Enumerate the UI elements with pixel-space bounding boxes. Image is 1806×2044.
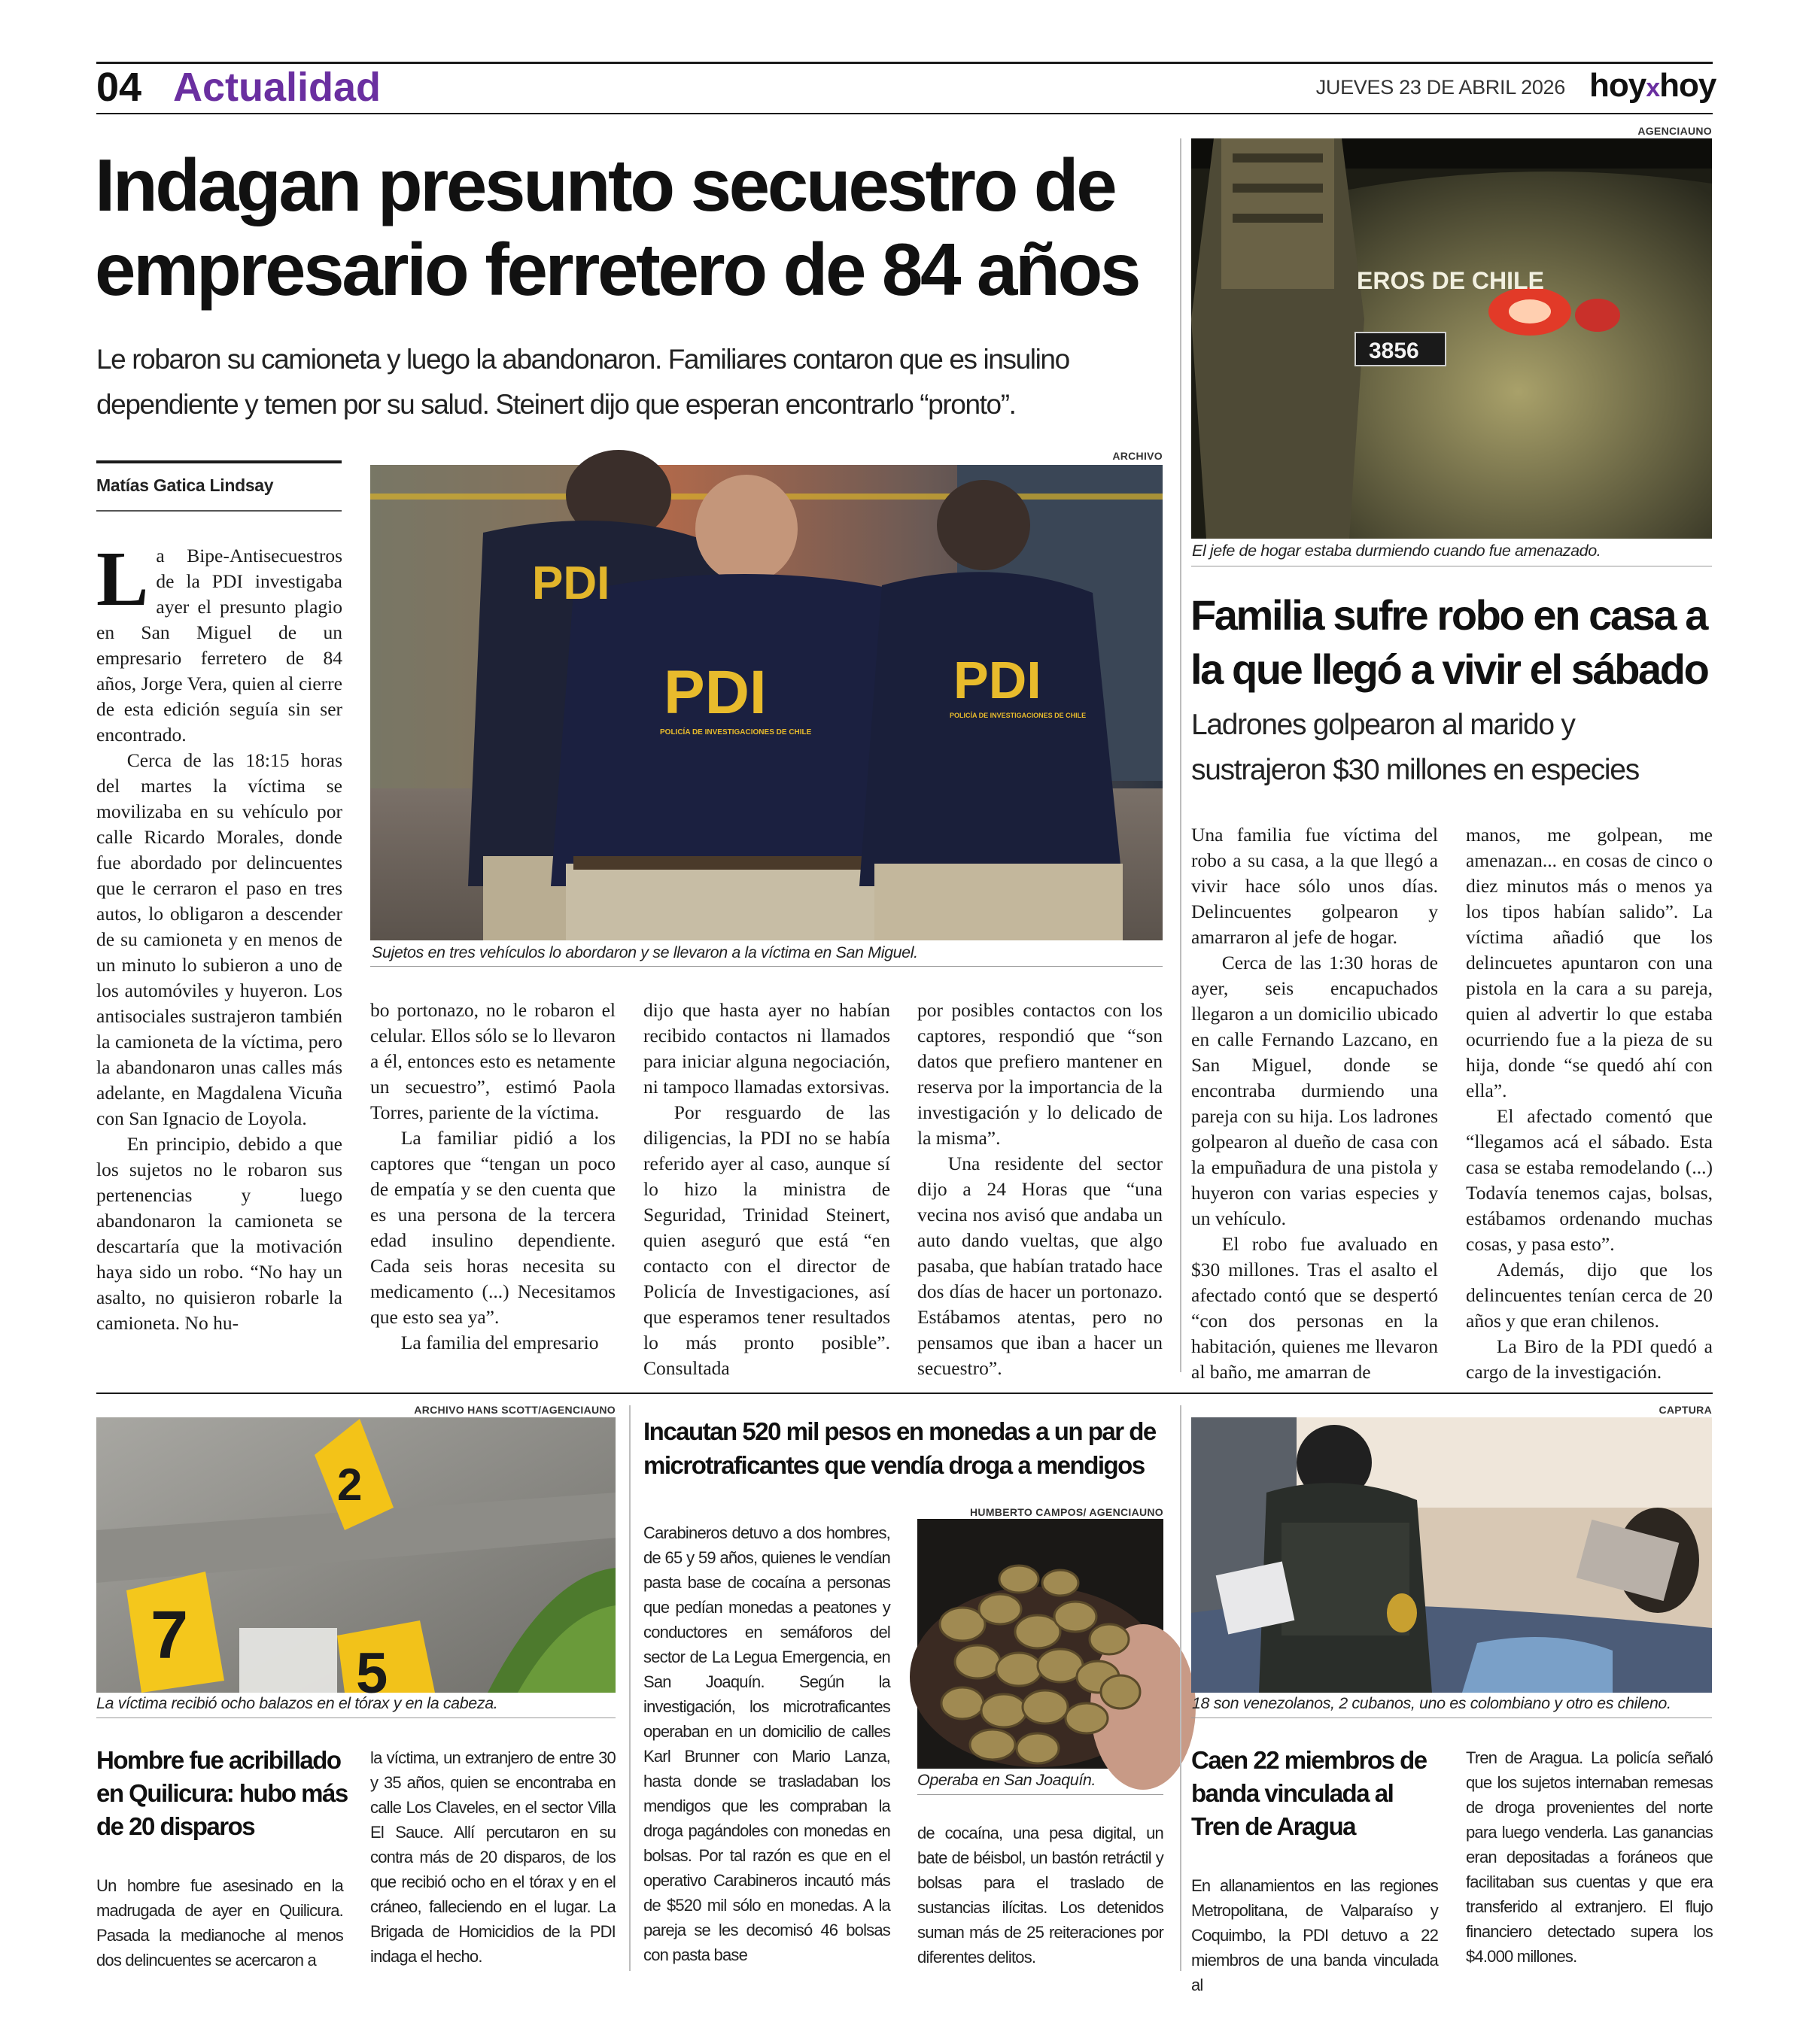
- main-col2-p2: La familiar pidió a los captores que “tengan un poco de empatía y se den cuenta que es una persona de la tercera edad insulino dependiente. Cada seis horas necesita su medicamento (...) Necesitamos que esto sea ya”.: [370, 1127, 616, 1328]
- marker-5-label: 5: [356, 1642, 388, 1705]
- main-col1-p2: Cerca de las 18:15 horas del martes la víctima se movilizaba en su vehículo por calle Ricardo Morales, donde fue abordado por delincuentes que le cerraron el paso en tres autos, lo obligaron a descender de su camioneta y en menos de un minuto lo subieron a uno de los automóviles y huyeron. Los antisociales sustrajeron también la camioneta de la víctima, pero la abandonaron unas calles más adelante, en Magdalena Vicuña con San Ignacio de Loyola.: [96, 749, 342, 1129]
- side-body-col2: [1466, 822, 1713, 1383]
- main-deck: [96, 337, 1187, 427]
- brief-left-headline-line2: en Quilicura: hubo más: [96, 1779, 348, 1807]
- brief-right-body-col1: En allanamientos en las regiones Metropolitana, de Valparaíso y Coquimbo, la PDI detuvo a 22 miembros de una banda vinculada al: [1191, 1876, 1438, 1994]
- byline-top-rule: [96, 460, 342, 463]
- main-col2-p3: La familia del empresario: [400, 1332, 599, 1353]
- main-deck-line2: dependiente y temen por su salud. Steinert dijo que esperan encontrarlo “pronto”.: [96, 389, 1016, 420]
- main-body-col1: [96, 536, 342, 1377]
- side-col2-p2: El afectado comentó que “llegamos acá el sábado. Esta casa se estaba remodelando (...) Todavía tenemos cajas, bolsas, estábamos ordenando muchas cosas, y pasa esto”.: [1466, 1105, 1713, 1255]
- brief-left-headline-line1: Hombre fue acribillado: [96, 1746, 341, 1774]
- side-headline: [1190, 588, 1717, 697]
- vest-subtext-center: POLICÍA DE INVESTIGACIONES DE CHILE: [660, 728, 812, 737]
- brief-middle-caption: Operaba en San Joaquín.: [917, 1771, 1096, 1789]
- side-photo-credit: AGENCIAUNO: [1637, 125, 1712, 137]
- brief-left-headline-line3: de 20 disparos: [96, 1812, 255, 1840]
- main-caption-rule: [370, 966, 1163, 967]
- vest-text-right: PDI: [953, 651, 1041, 709]
- header-bottom-rule: [96, 113, 1713, 114]
- bottom-section-rule: [96, 1393, 1713, 1394]
- side-col2-p1: manos, me golpean, me amenazan... en cosas de cinco o diez minutos más o menos ya los tipos habían salido”. La víctima añadió que los delincuetes apuntaron con una pistola en la cara a su pareja, quien al advertir lo que estaba ocurriendo fue a la pieza de su hija, donde “se quedó ahí con ella”.: [1466, 824, 1713, 1101]
- main-body-col2: [370, 998, 616, 1374]
- car-lettering: EROS DE CHILE: [1357, 267, 1544, 294]
- marker-2-label: 2: [337, 1459, 363, 1510]
- brief-middle-headline: [643, 1414, 1170, 1482]
- page-number: 04: [96, 65, 142, 110]
- vest-text-center: PDI: [664, 658, 767, 727]
- brief-right-headline: [1191, 1744, 1447, 1843]
- main-headline: [95, 143, 1178, 311]
- brand-left: hoy: [1589, 67, 1646, 104]
- brief-left-headline: [96, 1744, 352, 1843]
- section-title: Actualidad: [173, 65, 382, 110]
- side-headline-line1: Familia sufre robo en casa a: [1190, 591, 1707, 639]
- main-body-col4: [917, 998, 1163, 1379]
- car-plate: 3856: [1369, 339, 1419, 363]
- main-photo: [370, 465, 1163, 940]
- byline: Matías Gatica Lindsay: [96, 475, 274, 495]
- byline-bottom-rule: [96, 510, 342, 512]
- brief-middle-photo-credit: HUMBERTO CAMPOS/ AGENCIAUNO: [970, 1506, 1163, 1518]
- side-deck-line2: sustrajeron $30 millones en especies: [1191, 754, 1639, 786]
- brief-left-caption: La víctima recibió ocho balazos en el tórax y en la cabeza.: [96, 1694, 498, 1712]
- main-col1-p3: En principio, debido a que los sujetos no le robaron sus pertenencias y luego abandonaron la camioneta se descartaría que la motivación haya sido un robo. “No hay un asalto, no quisieron robarle la camioneta. No hu-: [96, 1133, 342, 1334]
- brand-x: x: [1646, 74, 1660, 102]
- issue-date: JUEVES 23 DE ABRIL 2026: [1315, 76, 1565, 99]
- vest-text-left: PDI: [532, 557, 610, 609]
- side-deck-line1: Ladrones golpearon al marido y: [1191, 709, 1575, 741]
- main-deck-line1: Le robaron su camioneta y luego la abandonaron. Familiares contaron que es insulino: [96, 344, 1069, 375]
- brief-divider-1: [629, 1405, 631, 1971]
- brief-right-headline-line3: Tren de Aragua: [1191, 1812, 1356, 1840]
- brief-right-body-col2: Tren de Aragua. La policía señaló que los sujetos internaban remesas de droga provenientes del norte para luego venderla. Las ganancias eran depositadas a foráneos que facilitaban sus cuentas y que era transferido al extranjero. El flujo financiero detectado supera los $4.000 millones.: [1466, 1748, 1713, 1966]
- main-headline-line1: Indagan presunto secuestro de: [95, 144, 1115, 226]
- brand-logo: [1589, 65, 1716, 109]
- main-body-col3: [643, 998, 890, 1379]
- brief-right-caption: 18 son venezolanos, 2 cubanos, uno es colombiano y otro es chileno.: [1192, 1694, 1671, 1712]
- brief-left-body-col1: Un hombre fue asesinado en la madrugada de ayer en Quilicura. Pasada la medianoche al menos dos delincuentes se acercaron a: [96, 1876, 343, 1970]
- main-col2-p1: bo portonazo, no le robaron el celular. Ellos sólo se lo llevaron a él, entonces esto es netamente un secuestro”, estimó Paola Torres, pariente de la víctima.: [370, 999, 616, 1123]
- side-col1-p3: El robo fue avaluado en $30 millones. Tras el asalto el afectado contó que se despertó “con dos personas en la habitación, quienes me llevaron al baño, me amarran de: [1191, 1233, 1438, 1383]
- brief-middle-photo: [917, 1519, 1163, 1769]
- brief-middle-headline-line1: Incautan 520 mil pesos en monedas a un par de: [643, 1417, 1156, 1445]
- brief-middle-body-col1: Carabineros detuvo a dos hombres, de 65 y 59 años, quienes le vendían pasta base de cocaína a personas que pedían monedas a peatones y conductores en semáforos del sector de La Legua Emergencia, en San Joaquín. Según la investigación, los microtraficantes operaban en un domicilio de calles Karl Brunner con Mario Lanza, hasta donde se trasladaban los mendigos que les compraban la droga pagándoles con monedas en bolsas. Por tal razón es que en el operativo Carabineros incautó más de $520 mil sólo en monedas. A la pareja se les decomisó 46 bolsas con pasta base: [643, 1523, 890, 1964]
- side-photo-caption: El jefe de hogar estaba durmiendo cuando fue amenazado.: [1192, 542, 1601, 560]
- brief-right-photo-credit: CAPTURA: [1659, 1404, 1712, 1416]
- side-col2-p3: Además, dijo que los delincuentes tenían cerca de 20 años y que eran chilenos.: [1466, 1259, 1713, 1332]
- main-col3-p2: Por resguardo de las diligencias, la PDI no se había referido ayer al caso, aunque sí lo hizo la ministra de Seguridad, Trinidad Steinert, quien aseguró que está “en contacto con el director de Policía de Investigaciones, así que esperamos tener resultados lo más pronto posible”. Consultada: [643, 1101, 890, 1379]
- brief-left-photo-credit: ARCHIVO HANS SCOTT/AGENCIAUNO: [414, 1404, 616, 1416]
- main-col4-p2: Una residente del sector dijo a 24 Horas que “una vecina nos avisó que andaba un auto dando vueltas, que algo pasaba, que habían tratado hace dos días de hacer un portonazo. Estábamos atentas, pero no pensamos que iban a hacer un secuestro”.: [917, 1153, 1163, 1379]
- brief-divider-2: [1180, 1405, 1181, 1971]
- side-col1-p1: Una familia fue víctima del robo a su casa, a la que llegó a vivir hace sólo unos días. Delincuentes golpearon y amarraron al jefe de hogar.: [1191, 824, 1438, 948]
- side-headline-line2: la que llegó a vivir el sábado: [1190, 645, 1708, 693]
- main-col4-p1: por posibles contactos con los captores, respondió que “son datos que prefiero mantener en reserva por la importancia de la investigación y lo delicado de la misma”.: [917, 999, 1163, 1149]
- brief-right-photo: [1191, 1417, 1712, 1693]
- side-col2-p4: La Biro de la PDI quedó a cargo de la investigación.: [1466, 1335, 1713, 1383]
- brief-right-headline-line2: banda vinculada al: [1191, 1779, 1394, 1807]
- side-deck: [1191, 703, 1718, 793]
- main-photo-credit: ARCHIVO: [1112, 450, 1163, 462]
- brief-middle-body-col2: de cocaína, una pesa digital, un bate de béisbol, un bastón retráctil y bolsas para el traslado de sustancias ilícitas. Los detenidos suman más de 25 reiteraciones por diferentes delitos.: [917, 1824, 1163, 1967]
- side-col1-p2: Cerca de las 1:30 horas de ayer, seis encapuchados llegaron a un domicilio ubicado en calle Fernando Lazcano, en San Miguel, donde se encontraba durmiendo una pareja con su hija. Los ladrones golpearon al dueño de casa con la empuñadura de una pistola y huyeron con varias especies y un vehículo.: [1191, 952, 1438, 1229]
- marker-7-label: 7: [150, 1598, 189, 1673]
- brand-right: hoy: [1659, 67, 1716, 104]
- brief-left-body-col2: la víctima, un extranjero de entre 30 y 35 años, quien se encontraba en calle Los Claveles, en el sector Villa El Sauce. Allí percutaron en su contra más de 20 disparos, de los que recibió ocho en el tórax y en el cráneo, falleciendo en el lugar. La Brigada de Homicidios de la PDI indaga el hecho.: [370, 1748, 616, 1966]
- main-col1-p1: a Bipe-Antisecuestros de la PDI investigaba ayer el presunto plagio en San Miguel de un empresario ferretero de 84 años, Jorge Vera, quien al cierre de esta edición seguía sin ser encontrado.: [96, 545, 342, 746]
- dropcap: L: [96, 536, 149, 622]
- main-col3-p1: dijo que hasta ayer no habían recibido contactos ni llamados para iniciar alguna negociación, ni tampoco llamadas extorsivas.: [643, 999, 890, 1098]
- main-photo-caption: Sujetos en tres vehículos lo abordaron y se llevaron a la víctima en San Miguel.: [372, 943, 918, 961]
- brief-middle-caption-rule: [917, 1794, 1163, 1795]
- brief-middle-headline-line2: microtraficantes que vendía droga a mendigos: [643, 1451, 1145, 1479]
- brief-right-headline-line1: Caen 22 miembros de: [1191, 1746, 1427, 1774]
- side-body-col1: [1191, 822, 1438, 1383]
- side-photo: [1191, 138, 1712, 539]
- vest-subtext-right: POLICÍA DE INVESTIGACIONES DE CHILE: [950, 712, 1087, 719]
- main-headline-line2: empresario ferretero de 84 años: [95, 228, 1139, 311]
- main-side-divider: [1180, 138, 1181, 1372]
